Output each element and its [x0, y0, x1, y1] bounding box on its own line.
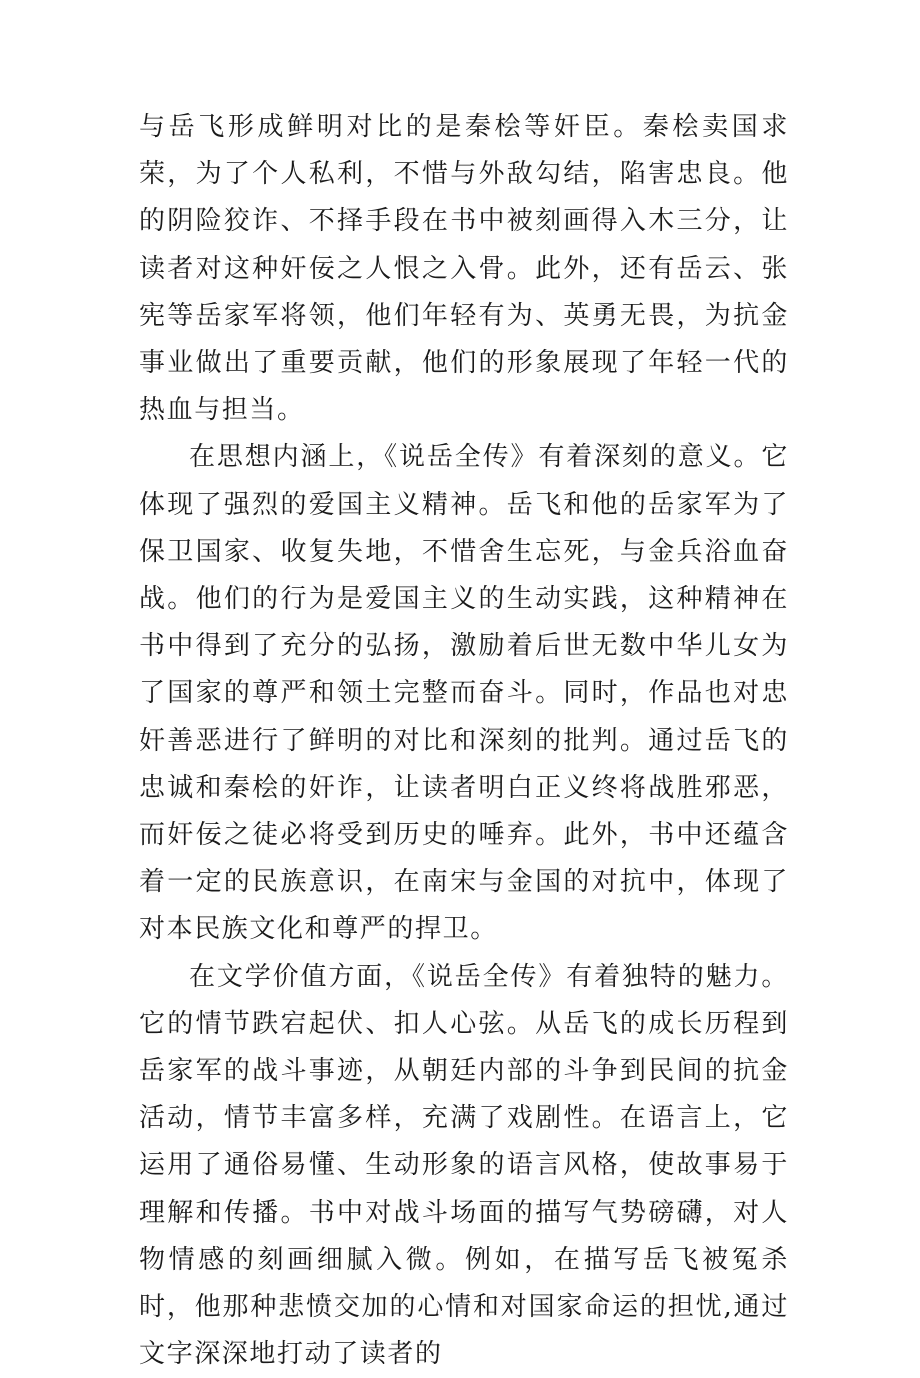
paragraph-literary-value: 在文学价值方面，《说岳全传》有着独特的魅力。它的情节跌宕起伏、扣人心弦。从岳飞的成长历程到岳家军的战斗事迹，从朝廷内部的斗争到民间的抗金活动，情节丰富多样，充满了戏剧性。在语言上，它运用了通俗易懂、生动形象的语言风格，使故事易于理解和传播。书中对战斗场面的描写气势磅礴，对人物情感的刻画细腻入微。例如，在描写岳飞被冤杀时，他那种悲愤交加的心情和对国家命运的担忧,通过文字深深地打动了读者的 — [139, 961, 789, 1370]
body-text — [139, 104, 789, 1378]
paragraph-thought-content: 在思想内涵上，《说岳全传》有着深刻的意义。它体现了强烈的爱国主义精神。岳飞和他的岳家军为了保卫国家、收复失地，不惜舍生忘死，与金兵浴血奋战。他们的行为是爱国主义的生动实践，这种精神在书中得到了充分的弘扬，激励着后世无数中华儿女为了国家的尊严和领土完整而奋斗。同时，作品也对忠奸善恶进行了鲜明的对比和深刻的批判。通过岳飞的忠诚和秦桧的奸诈，让读者明白正义终将战胜邪恶，而奸佞之徒必将受到历史的唾弃。此外，书中还蕴含着一定的民族意识，在南宋与金国的对抗中，体现了对本民族文化和尊严的捍卫。 — [139, 442, 789, 945]
paragraph-villains: 与岳飞形成鲜明对比的是秦桧等奸臣。秦桧卖国求荣，为了个人私利，不惜与外敌勾结，陷害忠良。他的阴险狡诈、不择手段在书中被刻画得入木三分，让读者对这种奸佞之人恨之入骨。此外，还有岳云、张宪等岳家军将领，他们年轻有为、英勇无畏，为抗金事业做出了重要贡献，他们的形象展现了年轻一代的热血与担当。 — [139, 112, 789, 426]
